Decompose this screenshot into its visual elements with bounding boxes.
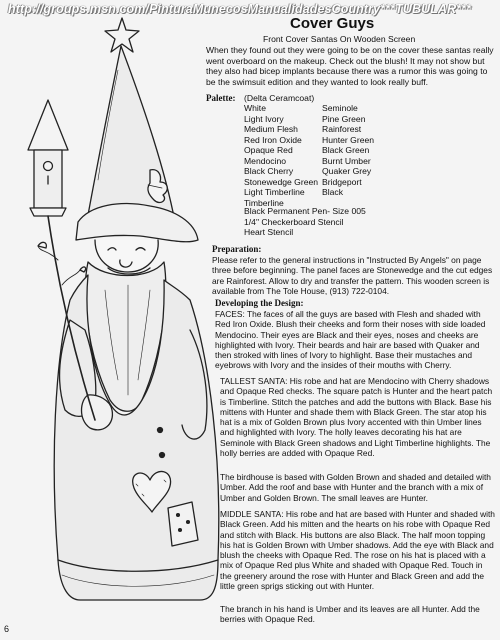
supplies-list [244, 206, 366, 238]
palette-color: Rainforest [322, 124, 362, 134]
palette-color: Timberline [244, 197, 284, 208]
design-heading: Developing the Design: [215, 298, 304, 308]
watermark: http://groups.msn.com/PinturaMunecosManualidadesCountry***TUBULAR*** [8, 2, 472, 16]
palette-color: Light Timberline [244, 187, 305, 197]
page-number: 6 [4, 624, 10, 634]
supply-item: Heart Stencil [244, 227, 294, 237]
palette-color: Bridgeport [322, 176, 362, 187]
palette-heading: Palette: [206, 93, 236, 103]
faces-paragraph: FACES: The faces of all the guys are based with Flesh and shaded with Red Iron Oxide. Blush their cheeks and form their noses with side loaded Mendocino. Their eyes are Black and their eyes, noses and cheeks are highlighted with Ivory. Their beards and hair are based with Quaker and then stroked with lines of Ivory to highlight. Base their mustaches and eyebrows with Ivory and the insides of their mouths with Cherry. [215, 309, 486, 371]
palette-color: Quaker Grey [322, 166, 372, 176]
palette-color: Stonewedge Green [244, 176, 319, 187]
palette-color: Opaque Red [244, 145, 293, 155]
preparation-paragraph: Please refer to the general instructions in "Instructed By Angels" on page three before beginning. The panel faces are Stonewedge and the cut edges are Rainforest. Allow to dry and transfer the pattern. This wooden screen is available from The Tole House, (913) 722-0104. [212, 255, 493, 296]
palette-brand: (Delta Ceramcoat) [244, 93, 315, 103]
middle-santa-paragraph: MIDDLE SANTA: His robe and hat are based with Hunter and shaded with Black Green. Add his mitten and the hearts on his robe with Opaque Red and stitch with Black. His buttons are also Black. The half moon topping his hat is Golden Brown with Umber shadows. Add the eye with Black and blush the cheeks with Opaque Red. The rose on his hat is placed with a mix of Opaque Red plus White and shaded with Opaque Red. Touch in the greenery around the rose with Hunter and Black Green and add the little green sprigs sticking out with Hunter. [220, 509, 495, 592]
palette-color: Hunter Green [322, 134, 375, 145]
intro-paragraph: When they found out they were going to be on the cover these santas really went overboard on the makeup. Check out the blush! It may not show but they also had bicep implants because there was a rumor this was going to be the swimsuit edition and they wanted to look really buff. [206, 45, 494, 87]
birdhouse-paragraph: The birdhouse is based with Golden Brown and shaded and detailed with Umber. Add the roof and base with Hunter and the branch with a mix of Umber and Golden Brown. The small leaves are Hunter. [220, 472, 491, 503]
palette-color: Black Cherry [244, 166, 294, 176]
palette-column-2 [322, 103, 374, 198]
branch-paragraph: The branch in his hand is Umber and its leaves are all Hunter. Add the berries with Opaque Red. [220, 604, 480, 625]
tallest-santa-paragraph: TALLEST SANTA: His robe and hat are Mendocino with Cherry shadows and Opaque Red checks. The square patch is Hunter and the heart patch is Timberline. Stitch the patches and add the buttons with Black. Base his mittens with Hunter and shade them with Black Green. The star atop his hat is a mix of Golden Brown plus Ivory accented with thin Umber lines and highlighted with Ivory. The holly leaves decorating his hat are Seminole with Black Green shadows and Light Timberline highlights. The holly berries are added with Opaque Red. [220, 376, 493, 459]
subtitle: Front Cover Santas On Wooden Screen [263, 34, 416, 44]
palette-color: Black [322, 187, 344, 197]
palette-color: Pine Green [322, 113, 366, 124]
palette-color: Red Iron Oxide [244, 134, 302, 145]
palette-color: White [244, 103, 266, 113]
palette-color: Medium Flesh [244, 124, 298, 134]
supply-item: 1/4" Checkerboard Stencil [244, 216, 344, 227]
preparation-heading: Preparation: [212, 244, 262, 254]
palette-color: Black Green [322, 145, 370, 155]
palette-color: Mendocino [244, 155, 287, 166]
palette-column-1 [244, 103, 318, 208]
palette-color: Burnt Umber [322, 155, 371, 166]
supply-item: Black Permanent Pen- Size 005 [244, 206, 366, 216]
palette-color: Light Ivory [244, 113, 284, 124]
page-title: Cover Guys [290, 15, 375, 32]
palette-color: Seminole [322, 103, 358, 113]
